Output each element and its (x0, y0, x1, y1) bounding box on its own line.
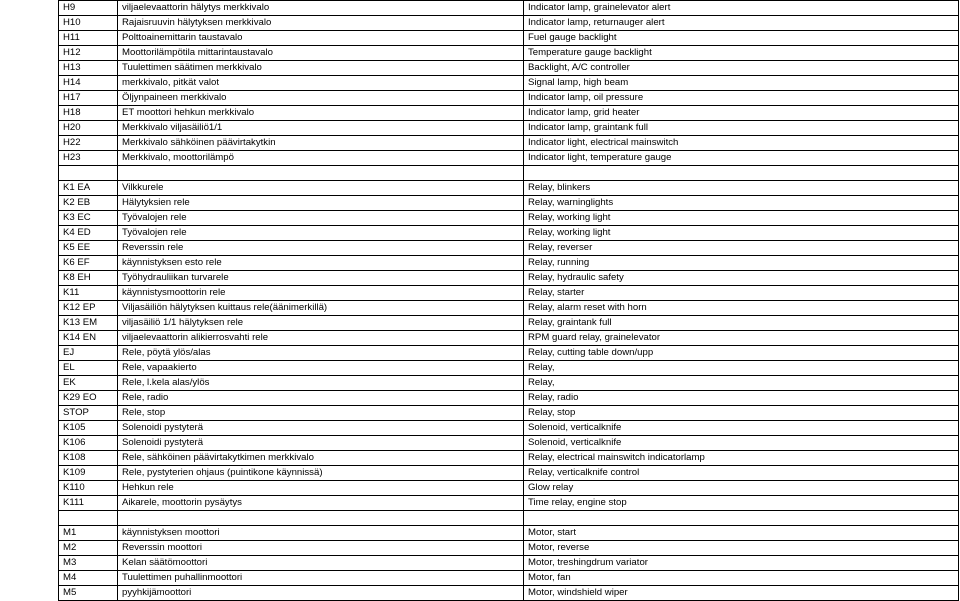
english-description-cell: Relay, stop (524, 406, 959, 421)
table-row (59, 196, 959, 211)
english-description-cell: Solenoid, verticalknife (524, 436, 959, 451)
code-cell: K14 EN (59, 331, 118, 346)
finnish-description-cell (118, 166, 524, 181)
english-description-cell: Relay, starter (524, 286, 959, 301)
table-row (59, 316, 959, 331)
code-cell: K3 EC (59, 211, 118, 226)
finnish-description-cell: Työvalojen rele (118, 211, 524, 226)
finnish-description-cell: Aikarele, moottorin pysäytys (118, 496, 524, 511)
english-description-cell: Relay, radio (524, 391, 959, 406)
code-cell: H9 (59, 1, 118, 16)
code-cell: K8 EH (59, 271, 118, 286)
finnish-description-cell: Vilkkurele (118, 181, 524, 196)
finnish-description-cell: Rele, pystyterien ohjaus (puintikone käynnissä) (118, 466, 524, 481)
code-cell: EL (59, 361, 118, 376)
english-description-cell: Indicator lamp, grid heater (524, 106, 959, 121)
code-cell: H10 (59, 16, 118, 31)
table-row (59, 301, 959, 316)
table-row (59, 586, 959, 601)
code-cell: M5 (59, 586, 118, 601)
english-description-cell: Indicator lamp, graintank full (524, 121, 959, 136)
code-cell: M2 (59, 541, 118, 556)
table-row (59, 286, 959, 301)
code-cell: K1 EA (59, 181, 118, 196)
english-description-cell: Signal lamp, high beam (524, 76, 959, 91)
english-description-cell: RPM guard relay, grainelevator (524, 331, 959, 346)
finnish-description-cell: Hälytyksien rele (118, 196, 524, 211)
finnish-description-cell: viljaelevaattorin alikierrosvahti rele (118, 331, 524, 346)
code-cell: H14 (59, 76, 118, 91)
english-description-cell: Temperature gauge backlight (524, 46, 959, 61)
code-cell (59, 511, 118, 526)
finnish-description-cell: Rele, stop (118, 406, 524, 421)
english-description-cell: Motor, fan (524, 571, 959, 586)
english-description-cell: Relay, working light (524, 226, 959, 241)
table-row (59, 331, 959, 346)
table-row (59, 256, 959, 271)
table-row (59, 46, 959, 61)
english-description-cell: Relay, verticalknife control (524, 466, 959, 481)
finnish-description-cell: Rele, sähköinen päävirtakytkimen merkkivalo (118, 451, 524, 466)
table-row (59, 481, 959, 496)
code-cell: STOP (59, 406, 118, 421)
code-cell: K12 EP (59, 301, 118, 316)
code-cell: M3 (59, 556, 118, 571)
table-row (59, 406, 959, 421)
finnish-description-cell: Reverssin rele (118, 241, 524, 256)
english-description-cell: Relay, electrical mainswitch indicatorlamp (524, 451, 959, 466)
english-description-cell: Relay, running (524, 256, 959, 271)
code-cell: EK (59, 376, 118, 391)
code-cell: K5 EE (59, 241, 118, 256)
table-row (59, 61, 959, 76)
english-description-cell: Relay, reverser (524, 241, 959, 256)
table-row (59, 106, 959, 121)
finnish-description-cell: Solenoidi pystyterä (118, 436, 524, 451)
finnish-description-cell: Rele, pöytä ylös/alas (118, 346, 524, 361)
finnish-description-cell: Hehkun rele (118, 481, 524, 496)
finnish-description-cell: Reverssin moottori (118, 541, 524, 556)
english-description-cell: Motor, treshingdrum variator (524, 556, 959, 571)
english-description-cell: Indicator lamp, grainelevator alert (524, 1, 959, 16)
code-cell: H11 (59, 31, 118, 46)
english-description-cell: Motor, reverse (524, 541, 959, 556)
finnish-description-cell: Viljasäiliön hälytyksen kuittaus rele(äänimerkillä) (118, 301, 524, 316)
finnish-description-cell: Rajaisruuvin hälytyksen merkkivalo (118, 16, 524, 31)
finnish-description-cell: Merkkivalo sähköinen päävirtakytkin (118, 136, 524, 151)
table-row (59, 556, 959, 571)
code-cell: EJ (59, 346, 118, 361)
english-description-cell: Indicator light, temperature gauge (524, 151, 959, 166)
code-cell: K29 EO (59, 391, 118, 406)
table-row (59, 241, 959, 256)
english-description-cell: Indicator lamp, returnauger alert (524, 16, 959, 31)
code-cell: K106 (59, 436, 118, 451)
english-description-cell: Motor, windshield wiper (524, 586, 959, 601)
table-row (59, 496, 959, 511)
code-cell: K2 EB (59, 196, 118, 211)
table-row (59, 466, 959, 481)
finnish-description-cell: merkkivalo, pitkät valot (118, 76, 524, 91)
code-cell: K108 (59, 451, 118, 466)
code-cell: H18 (59, 106, 118, 121)
code-cell: K105 (59, 421, 118, 436)
finnish-description-cell: Polttoainemittarin taustavalo (118, 31, 524, 46)
table-row (59, 451, 959, 466)
table-row (59, 16, 959, 31)
finnish-description-cell: pyyhkijämoottori (118, 586, 524, 601)
code-cell: H12 (59, 46, 118, 61)
table-row (59, 436, 959, 451)
finnish-description-cell: Solenoidi pystyterä (118, 421, 524, 436)
finnish-description-cell: Moottorilämpötila mittarintaustavalo (118, 46, 524, 61)
code-cell: K6 EF (59, 256, 118, 271)
finnish-description-cell: viljaelevaattorin hälytys merkkivalo (118, 1, 524, 16)
table-row (59, 181, 959, 196)
code-cell: H13 (59, 61, 118, 76)
code-cell: K110 (59, 481, 118, 496)
code-cell: K109 (59, 466, 118, 481)
finnish-description-cell: Työhydrauliikan turvarele (118, 271, 524, 286)
table-row (59, 211, 959, 226)
english-description-cell: Relay, cutting table down/upp (524, 346, 959, 361)
finnish-description-cell: Kelan säätömoottori (118, 556, 524, 571)
table-row (59, 421, 959, 436)
english-description-cell: Relay, alarm reset with horn (524, 301, 959, 316)
finnish-description-cell: käynnistyksen esto rele (118, 256, 524, 271)
component-table (58, 0, 959, 601)
spacer-row (59, 511, 959, 526)
finnish-description-cell: Rele, radio (118, 391, 524, 406)
table-row (59, 391, 959, 406)
code-cell: K111 (59, 496, 118, 511)
table-row (59, 76, 959, 91)
code-cell (59, 166, 118, 181)
english-description-cell: Relay, working light (524, 211, 959, 226)
english-description-cell: Relay, graintank full (524, 316, 959, 331)
table-row (59, 136, 959, 151)
finnish-description-cell: Työvalojen rele (118, 226, 524, 241)
code-cell: K4 ED (59, 226, 118, 241)
finnish-description-cell (118, 511, 524, 526)
english-description-cell (524, 511, 959, 526)
table-row (59, 1, 959, 16)
table-row (59, 571, 959, 586)
code-cell: H17 (59, 91, 118, 106)
english-description-cell: Relay, blinkers (524, 181, 959, 196)
finnish-description-cell: Merkkivalo, moottorilämpö (118, 151, 524, 166)
table-row (59, 526, 959, 541)
english-description-cell: Backlight, A/C controller (524, 61, 959, 76)
table-row (59, 226, 959, 241)
english-description-cell: Time relay, engine stop (524, 496, 959, 511)
english-description-cell: Indicator lamp, oil pressure (524, 91, 959, 106)
table-row (59, 91, 959, 106)
table-row (59, 376, 959, 391)
finnish-description-cell: ET moottori hehkun merkkivalo (118, 106, 524, 121)
code-cell: H23 (59, 151, 118, 166)
english-description-cell: Relay, (524, 376, 959, 391)
finnish-description-cell: Tuulettimen säätimen merkkivalo (118, 61, 524, 76)
code-cell: H22 (59, 136, 118, 151)
finnish-description-cell: Rele, vapaakierto (118, 361, 524, 376)
table-row (59, 121, 959, 136)
code-cell: K13 EM (59, 316, 118, 331)
component-table-body (59, 1, 959, 601)
code-cell: M1 (59, 526, 118, 541)
finnish-description-cell: käynnistyksen moottori (118, 526, 524, 541)
table-row (59, 346, 959, 361)
code-cell: H20 (59, 121, 118, 136)
english-description-cell: Solenoid, verticalknife (524, 421, 959, 436)
english-description-cell: Motor, start (524, 526, 959, 541)
finnish-description-cell: käynnistysmoottorin rele (118, 286, 524, 301)
code-cell: K11 (59, 286, 118, 301)
finnish-description-cell: Tuulettimen puhallinmoottori (118, 571, 524, 586)
table-row (59, 31, 959, 46)
spacer-row (59, 166, 959, 181)
finnish-description-cell: Rele, l.kela alas/ylös (118, 376, 524, 391)
english-description-cell: Relay, hydraulic safety (524, 271, 959, 286)
english-description-cell (524, 166, 959, 181)
english-description-cell: Relay, (524, 361, 959, 376)
english-description-cell: Indicator light, electrical mainswitch (524, 136, 959, 151)
english-description-cell: Fuel gauge backlight (524, 31, 959, 46)
code-cell: M4 (59, 571, 118, 586)
finnish-description-cell: Merkkivalo viljasäiliö1/1 (118, 121, 524, 136)
finnish-description-cell: viljasäiliö 1/1 hälytyksen rele (118, 316, 524, 331)
table-row (59, 271, 959, 286)
table-row (59, 151, 959, 166)
table-row (59, 541, 959, 556)
table-row (59, 361, 959, 376)
english-description-cell: Glow relay (524, 481, 959, 496)
english-description-cell: Relay, warninglights (524, 196, 959, 211)
finnish-description-cell: Öljynpaineen merkkivalo (118, 91, 524, 106)
